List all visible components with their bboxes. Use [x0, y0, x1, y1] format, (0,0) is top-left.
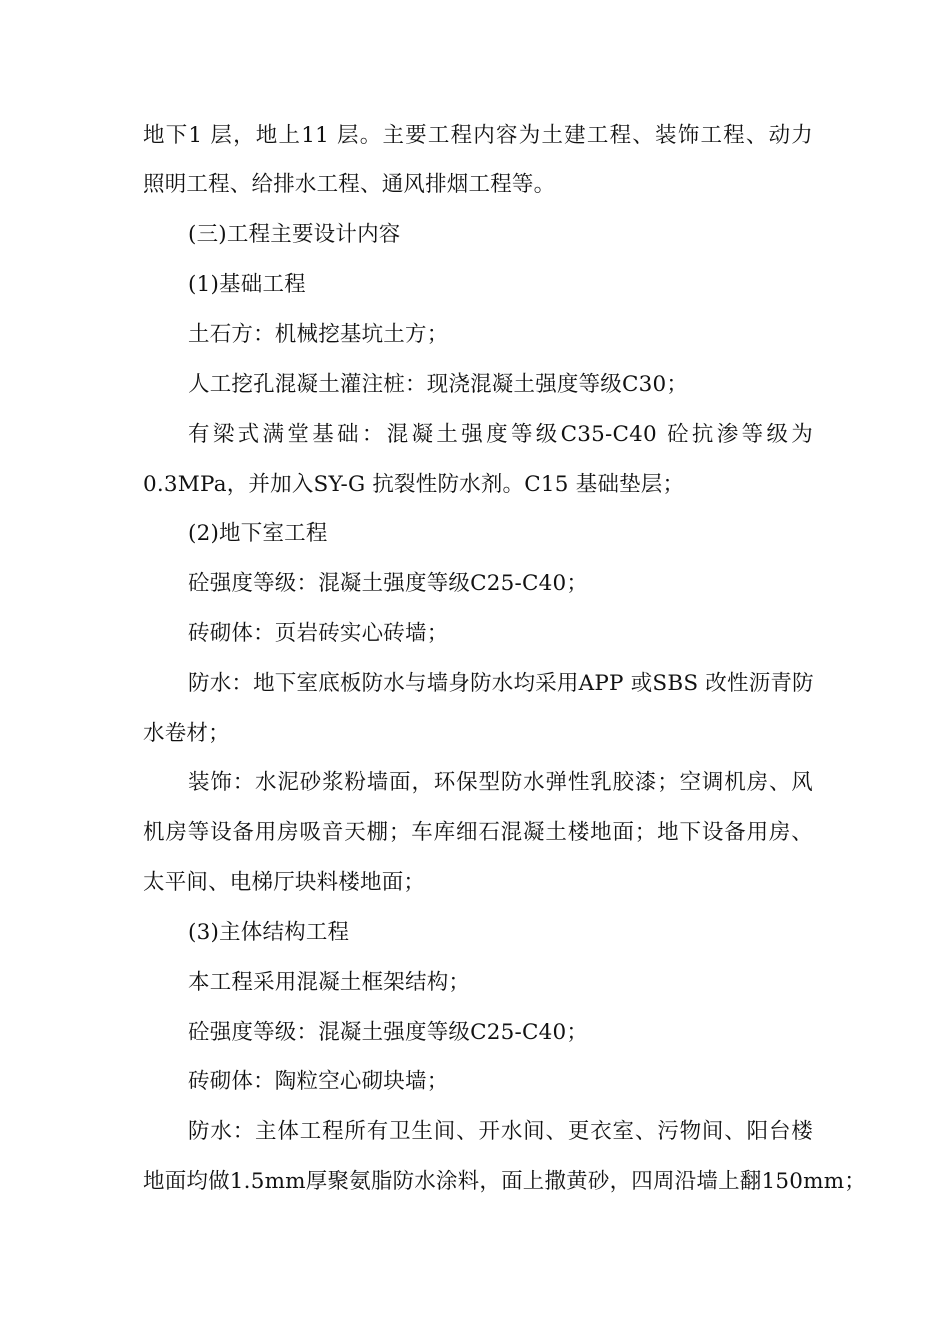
- text-line-structure-waterproof-cont: 地面均做1.5mm厚聚氨脂防水涂料，面上撒黄砂，四周沿墙上翻150mm；: [143, 1169, 866, 1194]
- subheading-foundation: (1)基础工程: [188, 272, 306, 297]
- text-line-basement-finish-cont-1: 机房等设备用房吸音天棚；车库细石混凝土楼地面；地下设备用房、: [143, 820, 813, 845]
- text-line-earthwork: 土石方：机械挖基坑土方；: [188, 322, 449, 347]
- text-line-raft-foundation: 有梁式满堂基础：混凝土强度等级C35-C40 砼抗渗等级为: [188, 422, 813, 447]
- text-line-frame-structure: 本工程采用混凝土框架结构；: [188, 970, 471, 995]
- text-line-2: 照明工程、给排水工程、通风排烟工程等。: [143, 172, 556, 197]
- text-line-basement-waterproof: 防水：地下室底板防水与墙身防水均采用APP 或SBS 改性沥青防: [188, 671, 814, 696]
- text-line-structure-masonry: 砖砌体：陶粒空心砌块墙；: [188, 1069, 449, 1094]
- text-line-raft-foundation-cont: 0.3MPa，并加入SY-G 抗裂性防水剂。C15 基础垫层；: [143, 472, 685, 497]
- text-line-basement-finish: 装饰：水泥砂浆粉墙面，环保型防水弹性乳胶漆；空调机房、风: [188, 770, 813, 795]
- text-line-basement-masonry: 砖砌体：页岩砖实心砖墙；: [188, 621, 449, 646]
- text-line-structure-concrete: 砼强度等级：混凝土强度等级C25-C40；: [188, 1020, 589, 1045]
- text-line-basement-concrete: 砼强度等级：混凝土强度等级C25-C40；: [188, 571, 589, 596]
- subheading-main-structure: (3)主体结构工程: [188, 920, 350, 945]
- text-line-piles: 人工挖孔混凝土灌注桩：现浇混凝土强度等级C30；: [188, 372, 689, 397]
- text-line-basement-finish-cont-2: 太平间、电梯厅块料楼地面；: [143, 870, 426, 895]
- section-heading-design: (三)工程主要设计内容: [188, 222, 401, 247]
- text-line-basement-waterproof-cont: 水卷材；: [143, 721, 230, 746]
- text-line-1: 地下1 层，地上11 层。主要工程内容为土建工程、装饰工程、动力: [143, 123, 813, 148]
- text-line-structure-waterproof: 防水：主体工程所有卫生间、开水间、更衣室、污物间、阳台楼: [188, 1119, 813, 1144]
- subheading-basement: (2)地下室工程: [188, 521, 328, 546]
